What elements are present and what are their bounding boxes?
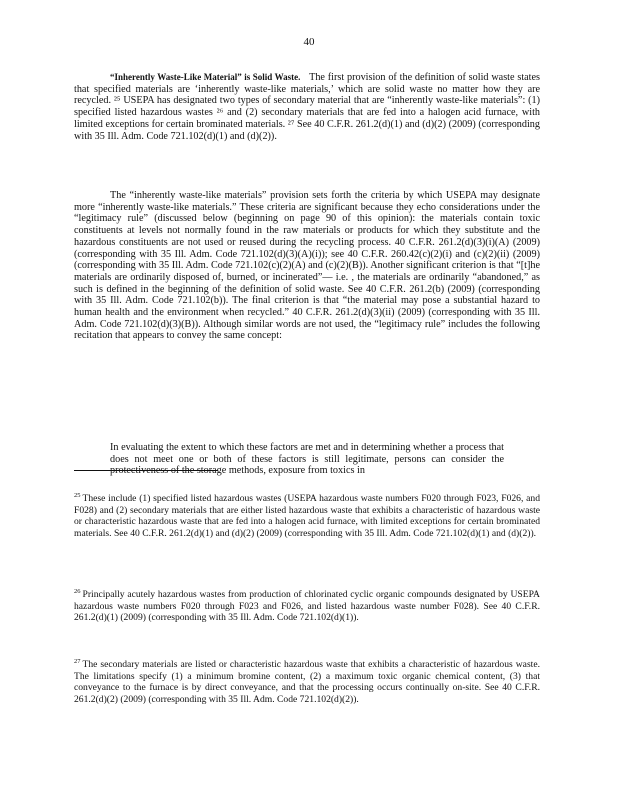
- footnote-text: Principally acutely hazardous wastes from production of chlorinated cyclic organic compounds designated by USEPA hazardous waste numbers F020 through F023 and F026, and listed hazardous waste number F028). See 40 C.F.R. 261.2(d)(1) (2009) (corresponding with 35 Ill. Adm. Code 721.102(d)(1)).: [74, 589, 540, 624]
- page-number: 40: [303, 36, 315, 48]
- block-quote: In evaluating the extent to which these factors are met and in determining whether a process that does not meet one or both of these factors is still legitimate, persons can consider the protectiveness of the storage methods, exposure from toxics in: [110, 442, 504, 477]
- section-heading: “Inherently Waste-Like Material” is Solid Waste.: [110, 72, 301, 82]
- footnote-separator: [74, 470, 218, 471]
- footnote-25: [74, 490, 540, 540]
- paragraph-inherently-waste-like: [74, 72, 540, 142]
- footnote-number: 27: [74, 658, 81, 665]
- footnote-26: [74, 586, 540, 624]
- paragraph-text: The first provision of the definition of solid waste states that specified materials are ‘inherently waste-like materials,’ which are solid waste no matter how they are recycled. ²⁵ USEPA has designated two types of secondary material that are “inherently waste-like materials”: (1) specified listed hazardous wastes ²⁶ and (2) secondary materials that are fed into a halogen acid furnace, with limited exceptions for certain brominated materials. ²⁷ See 40 C.F.R. 261.2(d)(1) and (d)(2) (2009) (corresponding with 35 Ill. Adm. Code 721.102(d)(1) and (d)(2)).: [74, 72, 540, 142]
- footnote-number: 26: [74, 588, 81, 595]
- footnote-text: These include (1) specified listed hazardous wastes (USEPA hazardous waste numbers F020 through F023, F026, and F028) and (2) secondary materials that are either listed hazardous waste that exhibits a characteristic of hazardous waste or characteristic hazardous waste that are fed into a halogen acid furnace, with limited exceptions for certain brominated materials. See 40 C.F.R. 261.2(d)(1) and (d)(2) (2009) (corresponding with 35 Ill. Adm. Code 721.102(d)(1) and (d)(2)).: [74, 493, 540, 539]
- footnote-text: The secondary materials are listed or characteristic hazardous waste that exhibits a characteristic of hazardous waste. The limitations specify (1) a minimum bromine content, (2) a maximum toxic organic chemical content, (3) that conveyance to the furnace is by direct conveyance, and that the processing occurs continually on-site. See 40 C.F.R. 261.2(d)(2) (2009) (corresponding with 35 Ill. Adm. Code 721.102(d)(2)).: [74, 659, 540, 705]
- footnote-number: 25: [74, 492, 81, 499]
- paragraph-criteria: The “inherently waste-like materials” provision sets forth the criteria by which USEPA may designate more “inherently waste-like materials.” These criteria are significant because they echo considerations under the “legitimacy rule” (discussed below (beginning on page 90 of this opinion): the materials contain toxic constituents at levels not normally found in the raw materials or products for which they substitute and the hazardous constituents are not used or reused during the recycling process. 40 C.F.R. 261.2(d)(3)(i)(A) (2009) (corresponding with 35 Ill. Adm. Code 721.102(d)(3)(A)(i)); see 40 C.F.R. 260.42(c)(2)(i) and (c)(2)(ii) (2009) (corresponding with 35 Ill. Adm. Code 721.102(c)(2)(A) and (c)(2)(B)). Another significant criterion is that “[t]he materials are ordinarily disposed of, burned, or incinerated”— i.e. , the materials are ordinarily “abandoned,” as such is defined in the beginning of the definition of solid waste. See 40 C.F.R. 261.2(b) (2009) (corresponding with 35 Ill. Adm. Code 721.102(b)). The final criterion is that “the material may pose a substantial hazard to human health and the environment when recycled.” 40 C.F.R. 261.2(d)(3)(ii) (2009) (corresponding with 35 Ill. Adm. Code 721.102(d)(3)(B)). Although similar words are not used, the “legitimacy rule” includes the following recitation that appears to convey the same concept:: [74, 190, 540, 342]
- footnote-27: [74, 656, 540, 706]
